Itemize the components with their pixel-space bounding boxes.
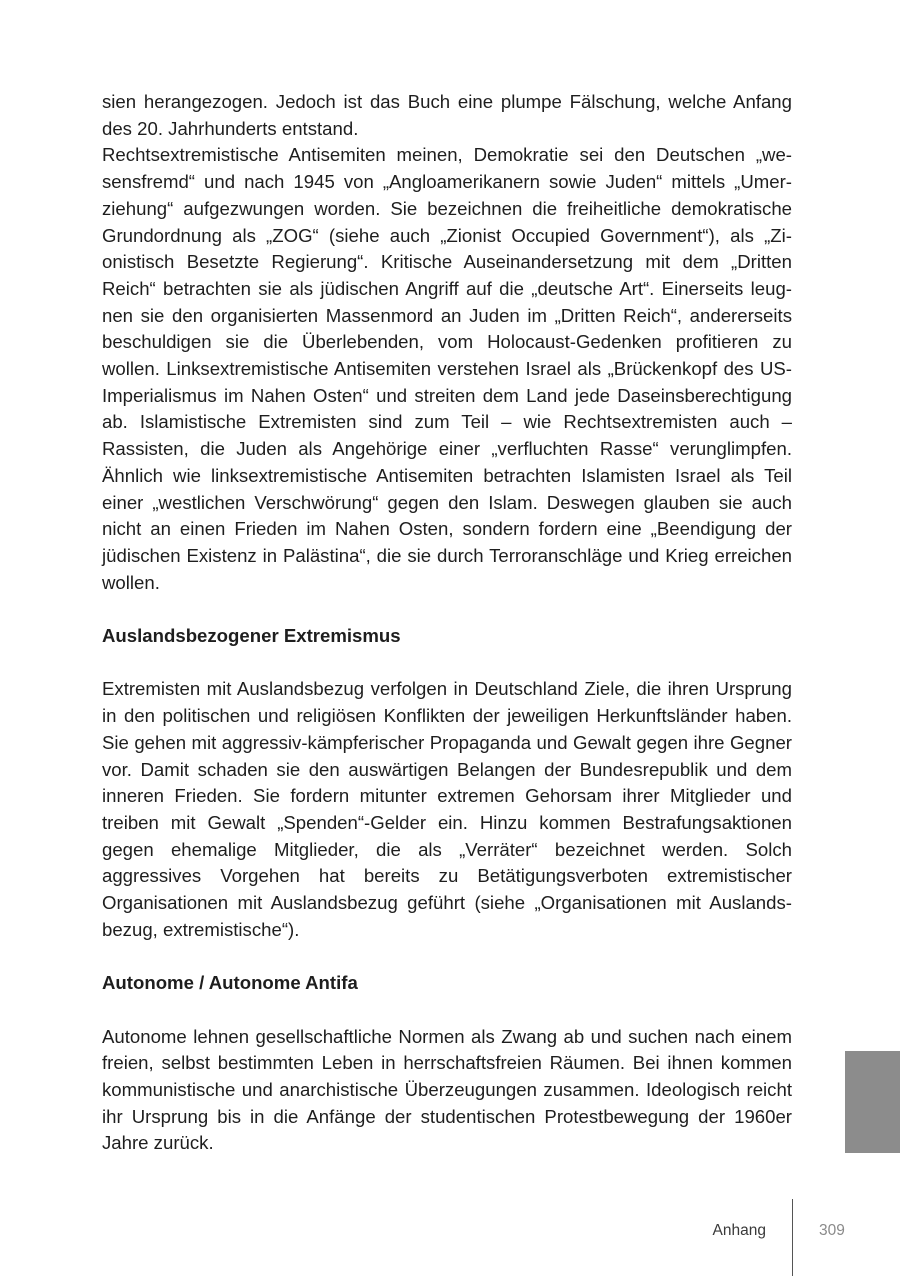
- chapter-thumb-tab: [845, 1051, 900, 1153]
- paragraph-antisemitism: Rechtsextremistische Antisemiten meinen, Demokratie sei den Deutschen „wesensfremd“ und nach 1945 von „Angloamerikanern sowie Juden“ mittels „Umerziehung“ aufgezwungen worden. Sie bezeichnen die freiheitliche demokratische Grundordnung als „ZOG“ (siehe auch „Zionist Occupied Government“), als „Zionistisch Besetzte Regierung“. Kritische Auseinandersetzung mit dem „Dritten Reich“ betrachten sie als jüdischen Angriff auf die „deutsche Art“. Einerseits leugnen sie den organisierten Massenmord an Juden im „Dritten Reich“, andererseits beschuldigen sie die Überlebenden, vom Holocaust-Gedenken profitieren zu wollen. Linksextremistische Antisemiten verstehen Israel als „Brückenkopf des US-Imperialismus im Nahen Osten“ und streiten dem Land jede Daseinsberechtigung ab. Islamistische Extremisten sind zum Teil – wie Rechtsextremisten auch – Rassisten, die Juden als Angehörige einer „verfluchten Rasse“ verunglimpfen. Ähnlich wie linksextremistische Antisemiten betrachten Islamisten Israel als Teil einer „westlichen Verschwörung“ gegen den Islam. Deswegen glauben sie auch nicht an einen Frieden im Nahen Osten, sondern fordern eine „Beendigung der jüdischen Existenz in Palästina“, die sie durch Terroranschläge und Krieg erreichen wollen.: [102, 144, 792, 593]
- page-number: 309: [819, 1222, 845, 1239]
- heading-autonome-antifa: Autonome / Autonome Antifa: [102, 972, 358, 994]
- footer-section-label: Anhang: [712, 1222, 766, 1239]
- paragraph-protocols-end: sien herangezogen. Jedoch ist das Buch eine plumpe Fälschung, welche Anfang des 20. Jahrhunderts entstand.: [102, 91, 792, 139]
- spacer: [102, 997, 792, 1024]
- spacer: [102, 596, 792, 623]
- paragraph-auslandsbezug: Extremisten mit Auslandsbezug verfolgen in Deutschland Ziele, die ihren Ursprung in den politischen und religiösen Konflikten der jeweiligen Herkunftsländer haben. Sie gehen mit aggressiv-kämpferischer Propaganda und Gewalt gegen ihre Gegner vor. Damit schaden sie den auswärtigen Belangen der Bundesrepublik und dem inneren Frieden. Sie fordern mitunter extremen Gehorsam ihrer Mitglieder und treiben mit Gewalt „Spenden“-Gelder ein. Hinzu kommen Bestrafungsaktionen gegen ehemalige Mitglieder, die als „Verräter“ bezeichnet werden. Solch aggressives Vorgehen hat bereits zu Betätigungsverboten extremistischer Organisationen mit Auslandsbezug geführt (siehe „Organisationen mit Auslandsbezug, extremistische“).: [102, 678, 792, 940]
- heading-auslandsbezogener-extremismus: Auslandsbezogener Extremismus: [102, 625, 401, 647]
- spacer: [102, 943, 792, 970]
- page-body: [102, 89, 792, 1157]
- spacer: [102, 650, 792, 677]
- footer-divider: [792, 1199, 793, 1276]
- paragraph-autonome: Autonome lehnen gesellschaftliche Normen als Zwang ab und suchen nach einem freien, selbst bestimmten Leben in herrschaftsfreien Räumen. Bei ihnen kommen kommunistische und anarchistische Überzeugungen zusammen. Ideologisch reicht ihr Ursprung bis in die Anfänge der studentischen Protestbewegung der 1960er Jahre zurück.: [102, 1025, 792, 1154]
